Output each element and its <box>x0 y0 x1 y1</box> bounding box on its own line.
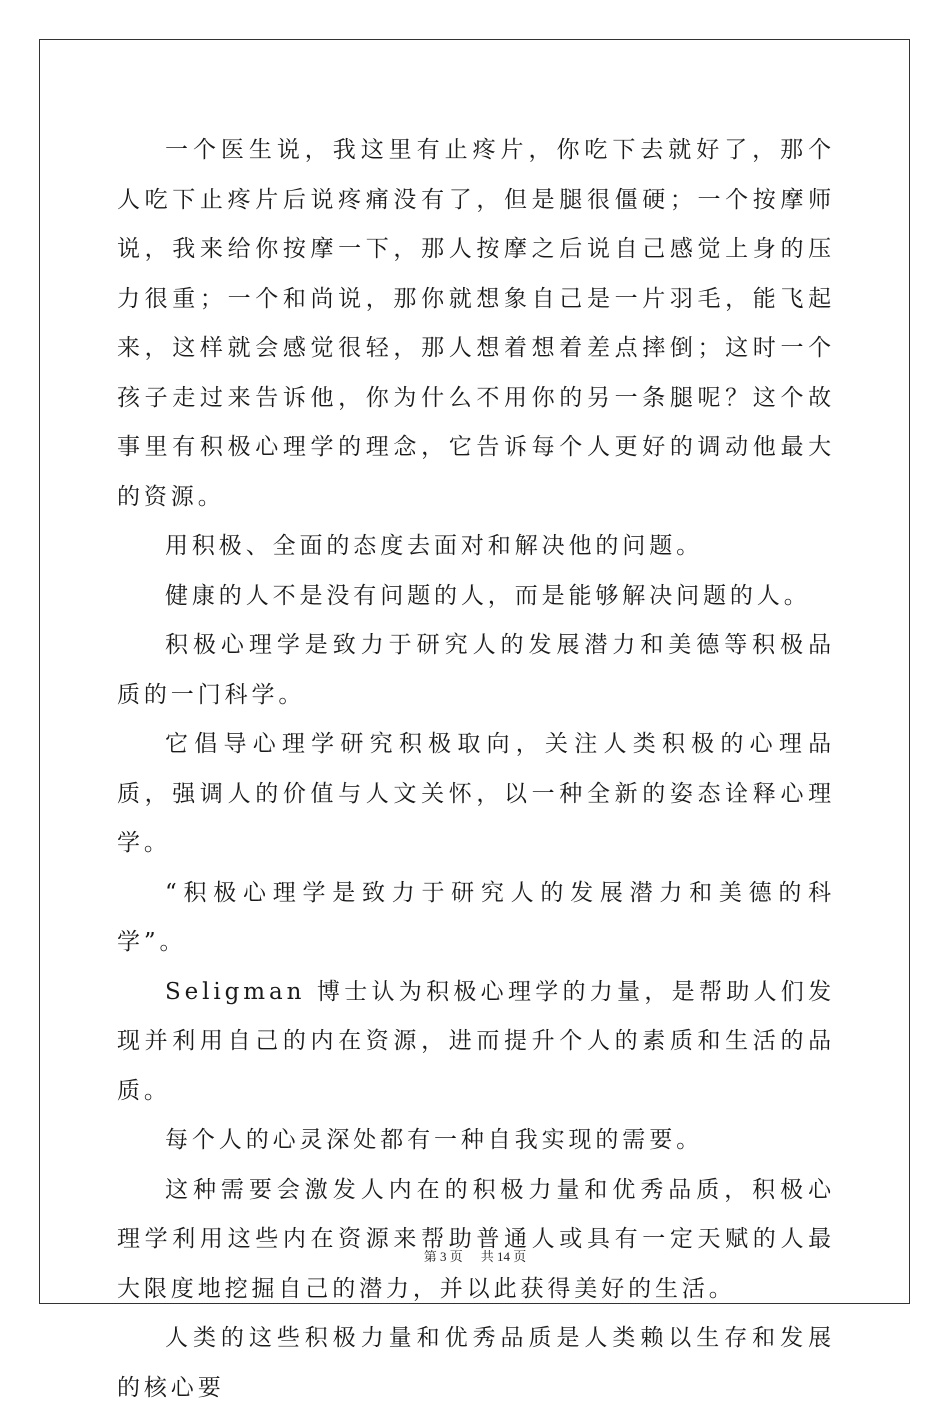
paragraph: Seligman 博士认为积极心理学的力量，是帮助人们发现并利用自己的内在资源，进而提升个人的素质和生活的品质。 <box>117 978 835 1104</box>
paragraph: 用积极、全面的态度去面对和解决他的问题。 <box>165 533 703 559</box>
paragraph: 它倡导心理学研究积极取向，关注人类积极的心理品质，强调人的价值与人文关怀，以一种全新的姿态诠释心理学。 <box>117 731 835 856</box>
page-number: 第 3 页 <box>423 1249 463 1264</box>
paragraph: “积极心理学是致力于研究人的发展潜力和美德的科学”。 <box>117 879 835 955</box>
paragraph: 一个医生说，我这里有止疼片，你吃下去就好了，那个人吃下止疼片后说疼痛没有了，但是腿很僵硬；一个按摩师说，我来给你按摩一下，那人按摩之后说自己感觉上身的压力很重；一个和尚说，那你就想象自己是一片羽毛，能飞起来，这样就会感觉很轻，那人想着想着差点摔倒；这时一个孩子走过来告诉他，你为什么不用你的另一条腿呢？这个故事里有积极心理学的理念，它告诉每个人更好的调动他最大的资源。 <box>117 137 835 510</box>
paragraph: 人类的这些积极力量和优秀品质是人类赖以生存和发展的核心要 <box>117 1325 835 1401</box>
paragraph: 这种需要会激发人内在的积极力量和优秀品质，积极心理学利用这些内在资源来帮助普通人或具有一定天赋的人最大限度地挖掘自己的潜力，并以此获得美好的生活。 <box>117 1176 835 1302</box>
document-body <box>117 126 835 1413</box>
page-total: 共 14 页 <box>480 1249 527 1264</box>
paragraph: 健康的人不是没有问题的人，而是能够解决问题的人。 <box>165 582 811 609</box>
paragraph: 积极心理学是致力于研究人的发展潜力和美德等积极品质的一门科学。 <box>117 632 835 708</box>
paragraph: 每个人的心灵深处都有一种自我实现的需要。 <box>165 1127 703 1153</box>
page-footer <box>0 1246 950 1265</box>
